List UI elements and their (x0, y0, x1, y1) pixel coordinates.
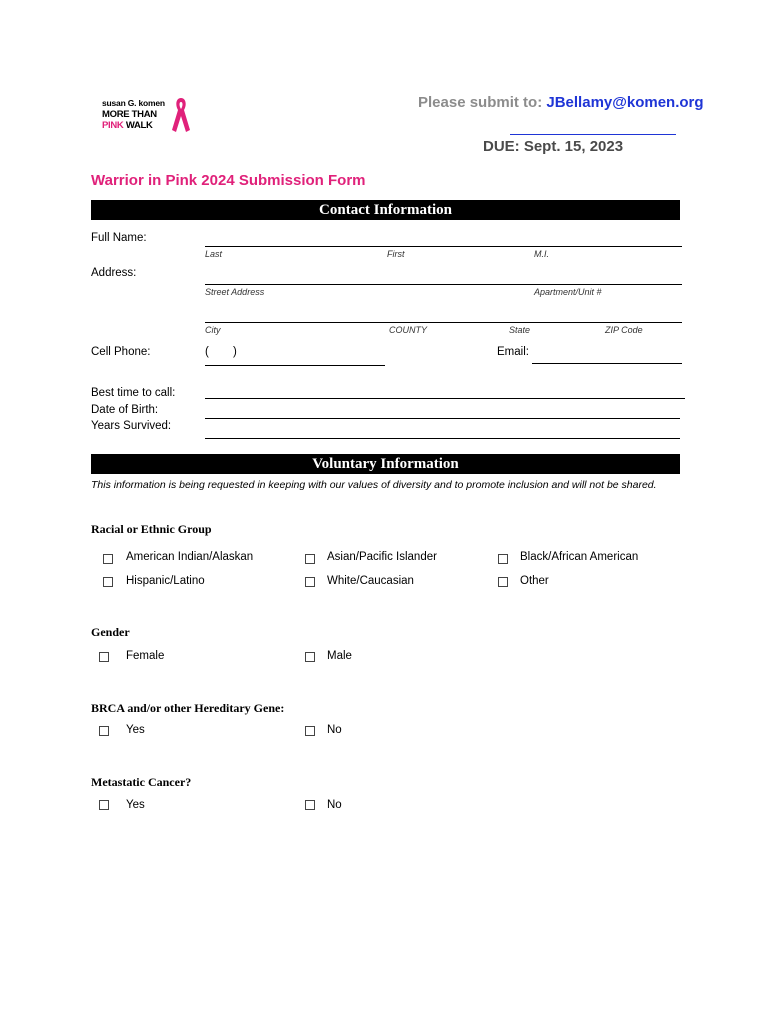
voluntary-note: This information is being requested in keeping with our values of diversity and to promote inclusion and will not be shared. (91, 479, 657, 491)
years-survived-label: Years Survived: (91, 420, 172, 432)
checkbox-meta-yes[interactable] (99, 800, 109, 810)
submit-prefix: Please submit to: (418, 94, 543, 111)
street-address-field[interactable] (205, 284, 682, 285)
checkbox-female[interactable] (99, 652, 109, 662)
apt-sublabel: Apartment/Unit # (534, 287, 602, 297)
logo-line-2: MORE THAN (102, 109, 157, 120)
form-title: Warrior in Pink 2024 Submission Form (91, 172, 366, 189)
area-code-open: ( (205, 346, 209, 358)
metastatic-heading: Metastatic Cancer? (91, 775, 192, 789)
submit-to-text (418, 94, 704, 111)
option-brca-yes: Yes (126, 724, 145, 736)
dob-field[interactable] (205, 418, 680, 419)
city-sublabel: City (205, 325, 221, 335)
first-sublabel: First (387, 249, 405, 259)
option-other: Other (520, 575, 549, 587)
racial-heading: Racial or Ethnic Group (91, 522, 212, 536)
logo-line-3 (102, 120, 153, 131)
years-survived-field[interactable] (205, 438, 680, 439)
zip-sublabel: ZIP Code (605, 325, 643, 335)
option-female: Female (126, 650, 165, 662)
option-american-indian: American Indian/Alaskan (126, 551, 254, 563)
logo-line-1: susan G. komen (102, 98, 165, 108)
checkbox-male[interactable] (305, 652, 315, 662)
submit-email-link[interactable]: JBellamy@komen.org (546, 94, 704, 111)
address-label: Address: (91, 267, 137, 279)
checkbox-other[interactable] (498, 577, 508, 587)
gender-heading: Gender (91, 625, 130, 639)
komen-logo (102, 98, 192, 138)
email-field[interactable] (532, 363, 682, 364)
option-black-african: Black/African American (520, 551, 639, 563)
best-time-field[interactable] (205, 398, 685, 399)
option-hispanic: Hispanic/Latino (126, 575, 205, 587)
option-meta-no: No (327, 799, 342, 811)
option-white: White/Caucasian (327, 575, 414, 587)
checkbox-brca-no[interactable] (305, 726, 315, 736)
checkbox-american-indian[interactable] (103, 554, 113, 564)
due-date: DUE: Sept. 15, 2023 (483, 138, 624, 155)
best-time-label: Best time to call: (91, 387, 176, 399)
checkbox-meta-no[interactable] (305, 800, 315, 810)
email-label: Email: (497, 346, 529, 358)
option-brca-no: No (327, 724, 342, 736)
pink-ribbon-icon (170, 96, 192, 134)
voluntary-info-heading: Voluntary Information (91, 454, 680, 474)
mi-sublabel: M.I. (534, 249, 549, 259)
dob-label: Date of Birth: (91, 404, 159, 416)
logo-pink: PINK (102, 120, 124, 131)
checkbox-asian-pacific[interactable] (305, 554, 315, 564)
checkbox-brca-yes[interactable] (99, 726, 109, 736)
cell-phone-field[interactable] (205, 365, 385, 366)
checkbox-white[interactable] (305, 577, 315, 587)
state-sublabel: State (509, 325, 531, 335)
checkbox-black-african[interactable] (498, 554, 508, 564)
logo-walk: WALK (125, 120, 153, 131)
street-sublabel: Street Address (205, 287, 265, 297)
full-name-label: Full Name: (91, 232, 147, 244)
area-code-close: ) (233, 346, 237, 358)
city-state-zip-field[interactable] (205, 322, 682, 323)
option-asian-pacific: Asian/Pacific Islander (327, 551, 437, 563)
full-name-field[interactable] (205, 246, 682, 247)
county-sublabel: COUNTY (389, 325, 427, 335)
email-underline (510, 134, 676, 135)
brca-heading: BRCA and/or other Hereditary Gene: (91, 701, 285, 715)
checkbox-hispanic[interactable] (103, 577, 113, 587)
option-male: Male (327, 650, 352, 662)
option-meta-yes: Yes (126, 799, 145, 811)
cell-phone-label: Cell Phone: (91, 346, 151, 358)
contact-info-heading: Contact Information (91, 200, 680, 220)
last-sublabel: Last (205, 249, 223, 259)
